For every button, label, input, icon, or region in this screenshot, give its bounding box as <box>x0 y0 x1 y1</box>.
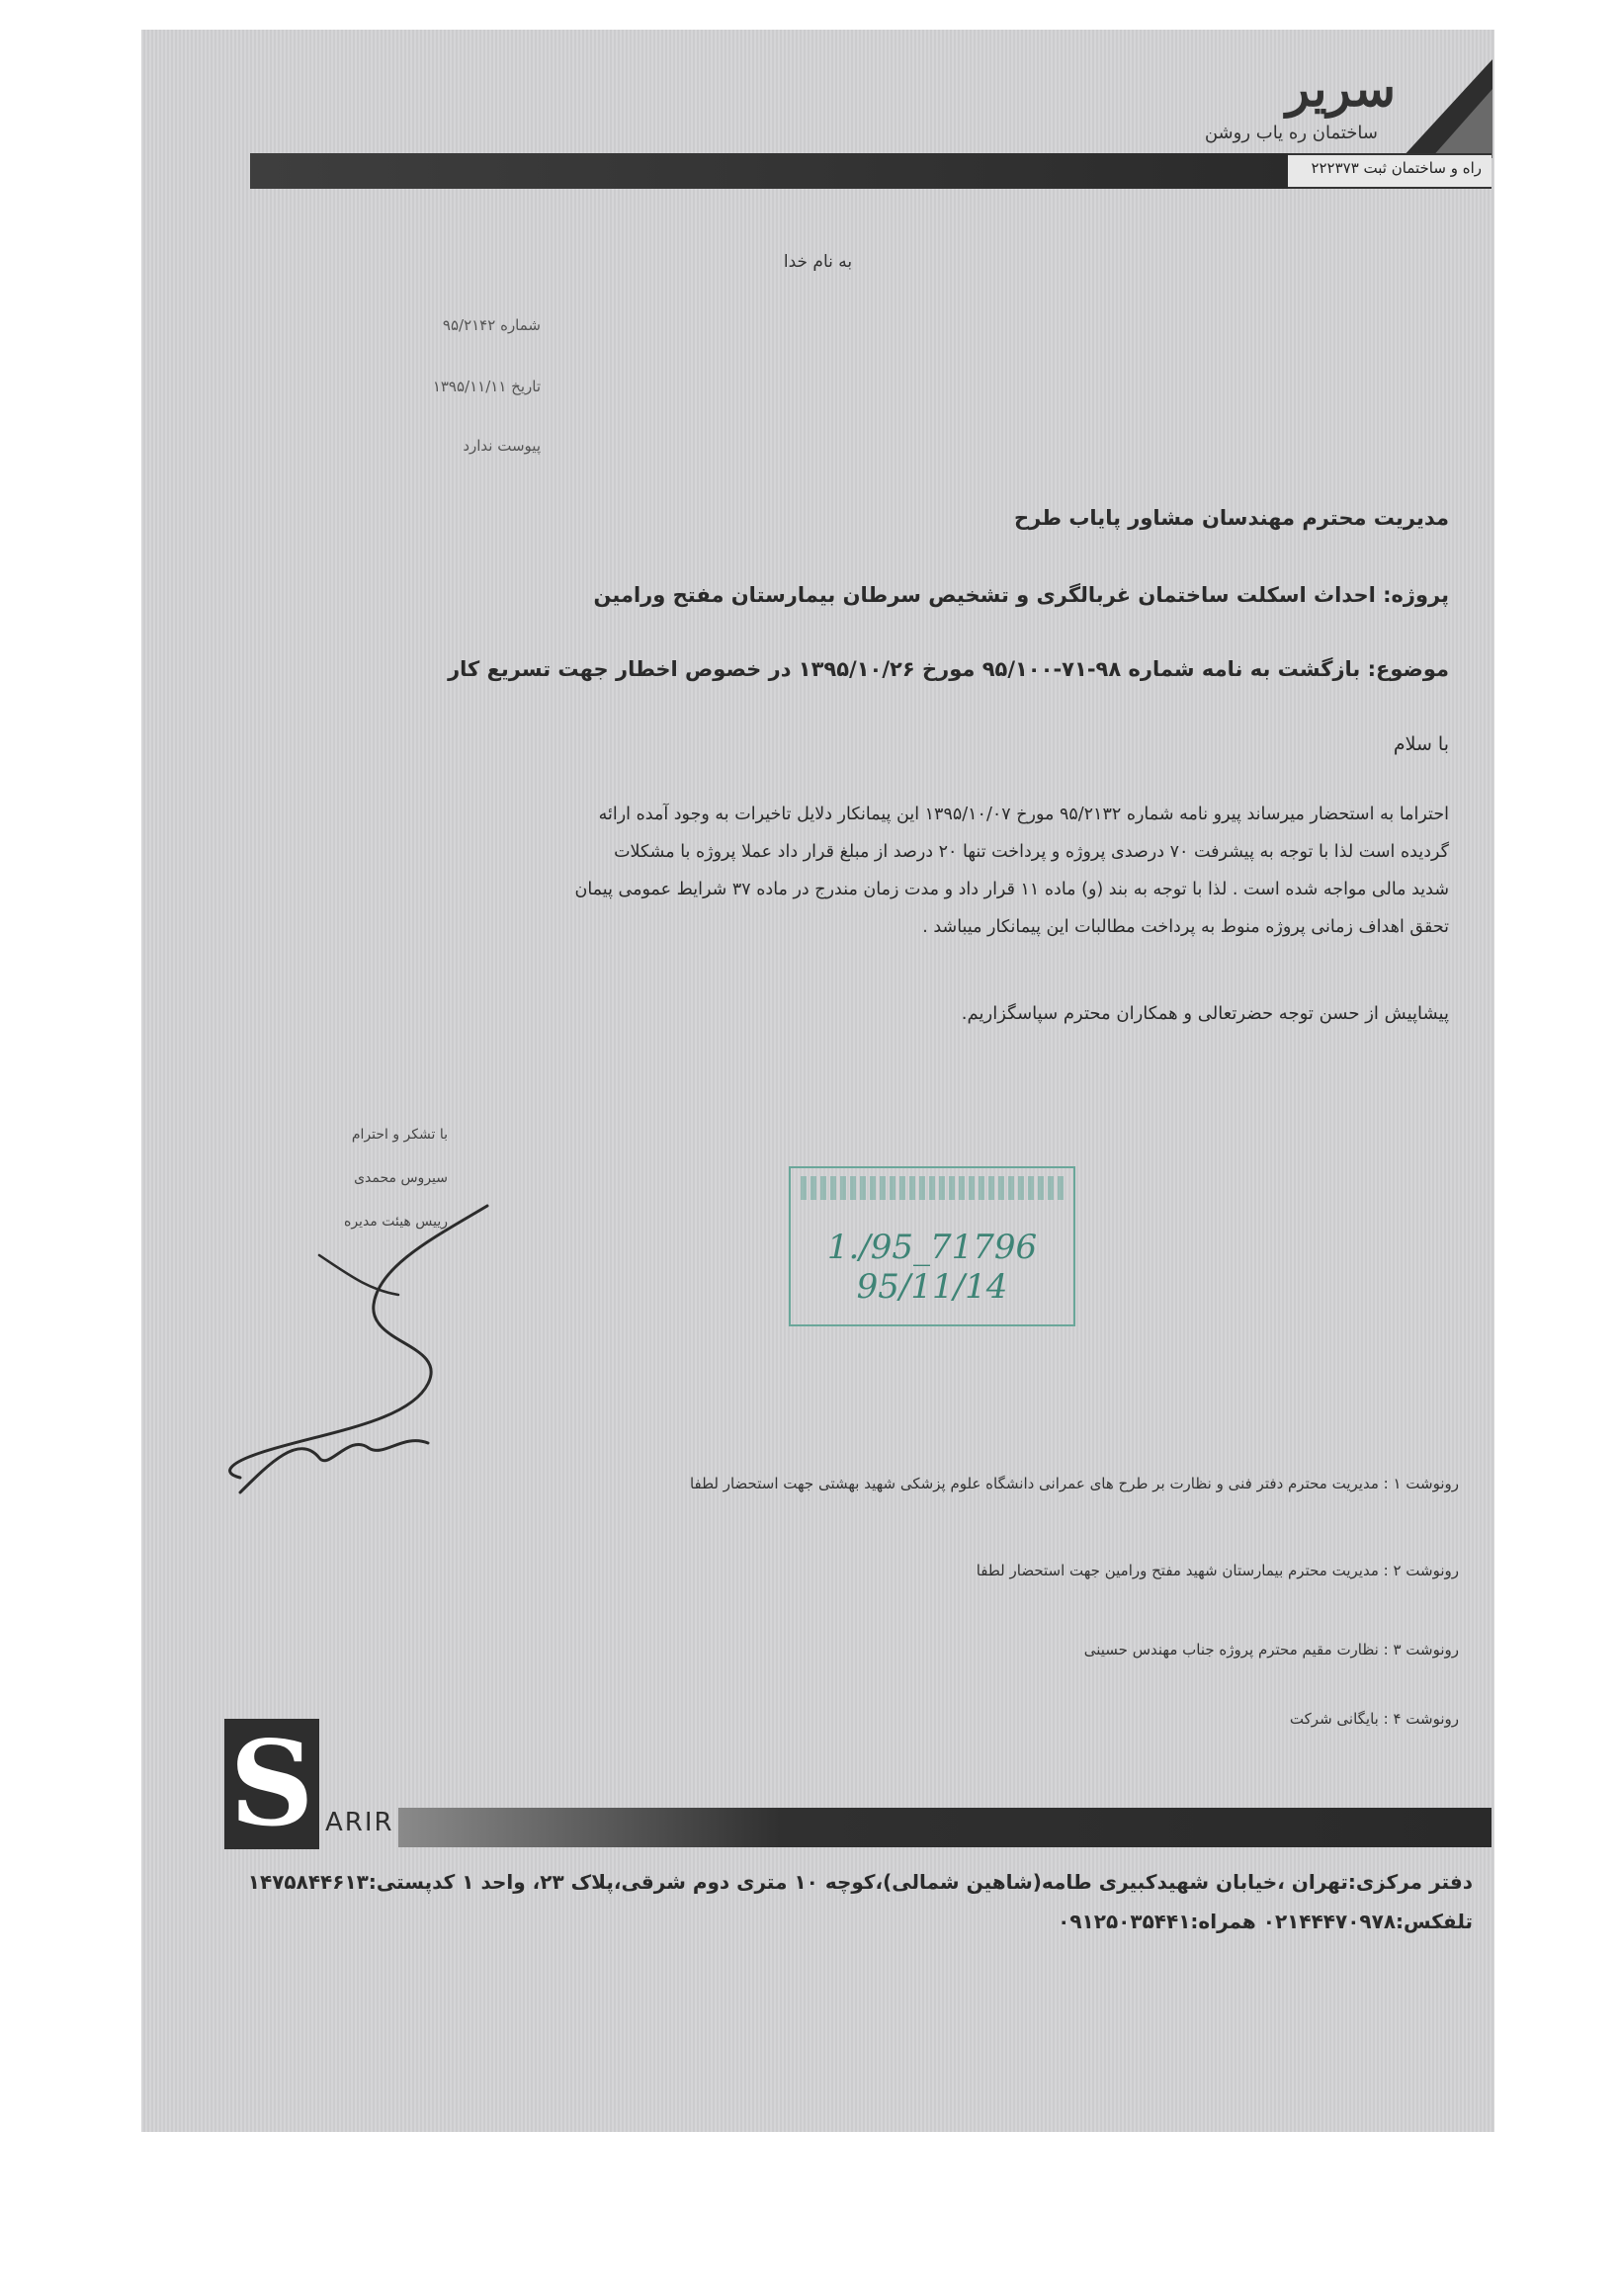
cc-line: رونوشت ۳ : نظارت مقیم محترم پروژه جناب مهندس حسینی <box>1083 1641 1459 1658</box>
body-line: شدید مالی مواجه شده است . لذا با توجه به بند (و) ماده ۱۱ قرار داد و مدت زمان مندرج در ماده ۳۷ شرایط عمومی پیمان <box>574 880 1449 899</box>
regards-text: با تشکر و احترام <box>351 1127 448 1143</box>
footer-logo-letter: S <box>229 1715 314 1852</box>
footer-logo-text: ARIR <box>325 1808 394 1837</box>
body-line: احتراما به استحضار میرساند پیرو نامه شماره ۹۵/۲۱۳۲ مورخ ۱۳۹۵/۱۰/۰۷ این پیمانکار دلایل تاخیرات به وجود آمده ارائه <box>598 805 1449 824</box>
body-line: گردیده است لذا با توجه به پیشرفت ۷۰ درصدی پروژه و پرداخت تنها ۲۰ درصد از مبلغ قرار داد عملا پروژه با مشکلات <box>614 842 1449 862</box>
letter-number: شماره ۹۵/۲۱۴۲ <box>442 316 541 334</box>
footer-logo <box>224 1715 319 1852</box>
subject-line: موضوع: بازگشت به نامه شماره ۹۸-۷۱-۹۵/۱۰۰ مورخ ۱۳۹۵/۱۰/۲۶ در خصوص اخطار جهت تسریع کار <box>448 657 1449 681</box>
footer-bar <box>398 1808 1491 1847</box>
receipt-stamp <box>789 1166 1075 1326</box>
signer-title: رییس هیئت مدیره <box>343 1214 448 1230</box>
body-line: تحقق اهداف زمانی پروژه منوط به پرداخت مطالبات این پیمانکار میباشد . <box>922 917 1449 937</box>
company-logo-icon <box>1402 59 1492 158</box>
letter-body <box>337 796 1449 946</box>
registration-number: راه و ساختمان ثبت ۲۲۲۳۷۳ <box>1311 159 1482 177</box>
letter-attachment: پیوست ندارد <box>463 437 541 455</box>
closing-line: پیشاپیش از حسن توجه حضرتعالی و همکاران محترم سپاسگزاریم. <box>961 1003 1449 1024</box>
stamp-header <box>801 1176 1064 1200</box>
greeting: با سلام <box>1393 733 1449 755</box>
project-line: پروژه: احداث اسکلت ساختمان غربالگری و تشخیص سرطان بیمارستان مفتح ورامین <box>593 583 1449 607</box>
brand-name: سریر <box>1286 59 1396 118</box>
header-bar <box>250 153 1288 189</box>
handwritten-signature-icon <box>201 1196 517 1502</box>
basmala: به نام خدا <box>783 252 853 272</box>
signer-name: سیروس محمدی <box>354 1170 448 1186</box>
cc-line: رونوشت ۲ : مدیریت محترم بیمارستان شهید مفتح ورامین جهت استحضار لطفا <box>976 1562 1459 1579</box>
brand-tagline: ساختمان ره یاب روشن <box>1204 123 1378 143</box>
stamp-date: 95/11/14 <box>856 1267 1008 1307</box>
cc-line: رونوشت ۱ : مدیریت محترم دفتر فنی و نظارت بر طرح های عمرانی دانشگاه علوم پزشکی شهید بهشتی جهت استحضار لطفا <box>689 1475 1459 1492</box>
letter-date: تاریخ ۱۳۹۵/۱۱/۱۱ <box>432 378 541 395</box>
stamp-number: 1./95_71796 <box>826 1228 1038 1267</box>
registration-strip <box>1288 153 1491 189</box>
recipient-line: مدیریت محترم مهندسان مشاور پایاب طرح <box>1014 506 1449 530</box>
footer-address: دفتر مرکزی:تهران ،خیابان شهیدکبیری طامه(شاهین شمالی)،کوچه ۱۰ متری دوم شرقی،پلاک ۲۳، واحد ۱ کدپستی:۱۴۷۵۸۴۴۶۱۳ <box>247 1870 1473 1894</box>
cc-line: رونوشت ۴ : بایگانی شرکت <box>1289 1710 1459 1728</box>
footer-phones: تلفکس:۰۲۱۴۴۴۷۰۹۷۸ همراه:۰۹۱۲۵۰۳۵۴۴۱ <box>1058 1910 1473 1933</box>
letter-sheet <box>141 30 1494 2132</box>
